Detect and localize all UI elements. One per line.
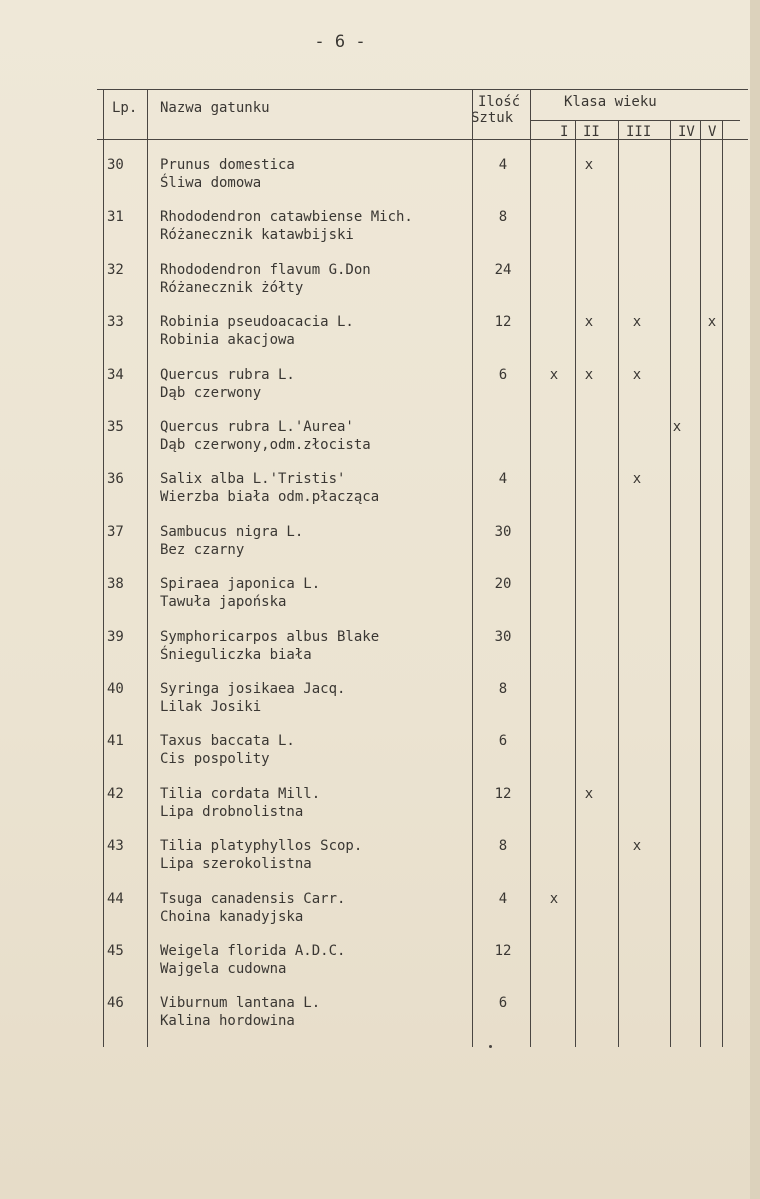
age-mark-III: x: [632, 314, 642, 330]
header-bottom-rule: [97, 139, 748, 140]
row-polish-name: Dąb czerwony: [160, 385, 262, 401]
row-lp: 30: [107, 157, 124, 173]
row-latin-name: Rhododendron flavum G.Don: [160, 262, 371, 278]
table-top-rule: [97, 89, 748, 90]
row-latin-name: Robinia pseudoacacia L.: [160, 314, 354, 330]
row-polish-name: Lilak Josiki: [160, 699, 262, 715]
row-quantity: 4: [498, 471, 508, 487]
col-rule-age-I: [575, 120, 576, 1047]
row-lp: 39: [107, 629, 124, 645]
row-latin-name: Quercus rubra L.: [160, 367, 295, 383]
row-quantity: 12: [494, 786, 512, 802]
page-edge: [750, 0, 760, 1199]
row-polish-name: Robinia akacjowa: [160, 332, 295, 348]
row-lp: 43: [107, 838, 124, 854]
col-rule-age-III: [670, 120, 671, 1047]
row-quantity: 12: [494, 314, 512, 330]
row-latin-name: Salix alba L.'Tristis': [160, 471, 346, 487]
row-lp: 42: [107, 786, 124, 802]
row-lp: 35: [107, 419, 124, 435]
row-latin-name: Taxus baccata L.: [160, 733, 295, 749]
row-polish-name: Wierzba biała odm.płacząca: [160, 489, 380, 505]
header-name: Nazwa gatunku: [160, 100, 270, 116]
row-quantity: 30: [494, 629, 512, 645]
col-rule-age-V: [722, 120, 723, 1047]
row-lp: 38: [107, 576, 124, 592]
row-polish-name: Bez czarny: [160, 542, 245, 558]
row-latin-name: Syringa josikaea Jacq.: [160, 681, 346, 697]
row-lp: 46: [107, 995, 124, 1011]
row-polish-name: Śliwa domowa: [160, 175, 262, 191]
row-polish-name: Lipa szerokolistna: [160, 856, 312, 872]
age-mark-III: x: [632, 367, 642, 383]
row-latin-name: Tilia platyphyllos Scop.: [160, 838, 363, 854]
row-latin-name: Sambucus nigra L.: [160, 524, 304, 540]
col-rule-age-II: [618, 120, 619, 1047]
header-age-I: I: [560, 124, 569, 140]
row-quantity: 20: [494, 576, 512, 592]
age-mark-IV: x: [672, 419, 682, 435]
age-mark-I: x: [549, 891, 559, 907]
row-polish-name: Cis pospolity: [160, 751, 270, 767]
row-lp: 34: [107, 367, 124, 383]
header-qty-line2: Sztuk: [471, 110, 514, 126]
row-polish-name: Różanecznik żółty: [160, 280, 304, 296]
age-mark-III: x: [632, 471, 642, 487]
row-polish-name: Lipa drobnolistna: [160, 804, 304, 820]
header-age-IV: IV: [678, 124, 695, 140]
row-polish-name: Kalina hordowina: [160, 1013, 295, 1029]
row-polish-name: Choina kanadyjska: [160, 909, 304, 925]
row-latin-name: Tsuga canadensis Carr.: [160, 891, 346, 907]
row-quantity: 4: [498, 157, 508, 173]
row-quantity: 4: [498, 891, 508, 907]
row-lp: 45: [107, 943, 124, 959]
row-polish-name: Tawuła japońska: [160, 594, 287, 610]
header-qty-line1: Ilość: [478, 94, 521, 110]
row-lp: 41: [107, 733, 124, 749]
row-lp: 31: [107, 209, 124, 225]
col-rule-age-IV: [700, 120, 701, 1047]
age-mark-II: x: [584, 786, 594, 802]
row-latin-name: Viburnum lantana L.: [160, 995, 321, 1011]
row-quantity: 8: [498, 838, 508, 854]
stray-dot: [489, 1045, 492, 1048]
row-polish-name: Śnieguliczka biała: [160, 647, 312, 663]
age-mark-II: x: [584, 367, 594, 383]
col-rule-lp: [147, 89, 148, 1047]
row-quantity: 6: [498, 995, 508, 1011]
row-latin-name: Prunus domestica: [160, 157, 295, 173]
age-mark-II: x: [584, 157, 594, 173]
row-quantity: 24: [494, 262, 512, 278]
row-quantity: 8: [498, 209, 508, 225]
row-latin-name: Quercus rubra L.'Aurea': [160, 419, 354, 435]
age-mark-II: x: [584, 314, 594, 330]
row-quantity: 6: [498, 733, 508, 749]
header-age-III: III: [626, 124, 652, 140]
row-latin-name: Spiraea japonica L.: [160, 576, 321, 592]
row-polish-name: Dąb czerwony,odm.złocista: [160, 437, 371, 453]
header-age-II: II: [583, 124, 600, 140]
row-latin-name: Weigela florida A.D.C.: [160, 943, 346, 959]
row-quantity: 8: [498, 681, 508, 697]
row-quantity: 30: [494, 524, 512, 540]
row-quantity: 12: [494, 943, 512, 959]
age-subheader-rule: [530, 120, 740, 121]
row-lp: 36: [107, 471, 124, 487]
row-latin-name: Symphoricarpos albus Blake: [160, 629, 380, 645]
age-mark-III: x: [632, 838, 642, 854]
row-latin-name: Rhododendron catawbiense Mich.: [160, 209, 413, 225]
page-number: - 6 -: [314, 32, 366, 52]
row-lp: 40: [107, 681, 124, 697]
row-polish-name: Różanecznik katawbijski: [160, 227, 354, 243]
row-lp: 33: [107, 314, 124, 330]
row-lp: 32: [107, 262, 124, 278]
row-polish-name: Wajgela cudowna: [160, 961, 287, 977]
row-quantity: 6: [498, 367, 508, 383]
header-lp: Lp.: [112, 100, 138, 116]
row-latin-name: Tilia cordata Mill.: [160, 786, 321, 802]
age-mark-V: x: [707, 314, 717, 330]
row-lp: 44: [107, 891, 124, 907]
row-lp: 37: [107, 524, 124, 540]
header-age-V: V: [708, 124, 717, 140]
age-mark-I: x: [549, 367, 559, 383]
header-age-class: Klasa wieku: [564, 94, 657, 110]
col-left-border: [103, 89, 104, 1047]
